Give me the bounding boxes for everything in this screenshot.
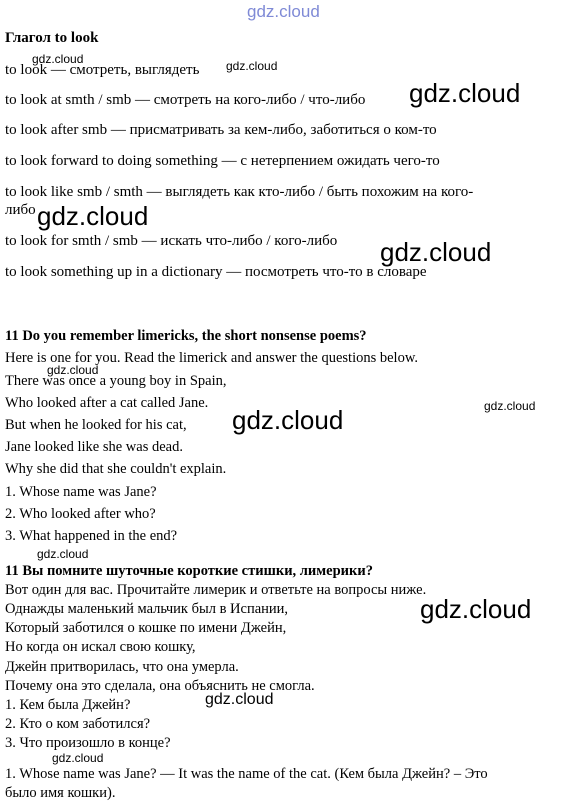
- watermark: gdz.cloud: [226, 59, 278, 73]
- poem-line-ru-2: Который заботился о кошке по имени Джейн,: [5, 620, 287, 636]
- poem-line-ru-3: Но когда он искал свою кошку,: [5, 639, 196, 655]
- watermark: gdz.cloud: [37, 547, 89, 561]
- phrase-look-up: to look something up in a dictionary — посмотреть что-то в словаре: [5, 264, 427, 280]
- watermark: gdz.cloud: [205, 691, 274, 708]
- watermark: gdz.cloud: [409, 78, 521, 108]
- phrase-look-like-cont: либо: [5, 202, 36, 218]
- watermark: gdz.cloud: [420, 594, 532, 624]
- poem-line-en-4: Jane looked like she was dead.: [5, 439, 183, 455]
- exercise-heading-en: 11 Do you remember limericks, the short nonsense poems?: [5, 328, 367, 344]
- watermark: gdz.cloud: [380, 237, 492, 267]
- watermark: gdz.cloud: [484, 399, 536, 413]
- question-en-1: 1. Whose name was Jane?: [5, 484, 157, 500]
- answer-line-1: 1. Whose name was Jane? — It was the name of the cat. (Кем была Джейн? – Это: [5, 766, 488, 782]
- question-en-2: 2. Who looked after who?: [5, 506, 156, 522]
- phrase-look-for: to look for smth / smb — искать что-либо / кого-либо: [5, 233, 338, 249]
- answer-line-2: было имя кошки).: [5, 785, 116, 801]
- section-heading-to-look: Глагол to look: [5, 30, 99, 46]
- question-en-3: 3. What happened in the end?: [5, 528, 178, 544]
- phrase-look-after: to look after smb — присматривать за кем-либо, заботиться о ком-то: [5, 122, 437, 138]
- watermark-top: gdz.cloud: [247, 2, 320, 21]
- poem-line-ru-1: Однажды маленький мальчик был в Испании,: [5, 601, 289, 617]
- poem-line-ru-5: Почему она это сделала, она объяснить не смогла.: [5, 678, 315, 694]
- question-ru-2: 2. Кто о ком заботился?: [5, 716, 151, 732]
- phrase-look-forward: to look forward to doing something — с нетерпением ожидать чего-то: [5, 153, 440, 169]
- watermark: gdz.cloud: [47, 363, 99, 377]
- watermark: gdz.cloud: [37, 201, 149, 231]
- poem-line-en-3: But when he looked for his cat,: [5, 417, 187, 433]
- question-ru-3: 3. Что произошло в конце?: [5, 735, 171, 751]
- phrase-look-at: to look at smth / smb — смотреть на кого-либо / что-либо: [5, 92, 366, 108]
- phrase-look: to look — смотреть, выглядеть: [5, 62, 200, 78]
- watermark: gdz.cloud: [232, 405, 344, 435]
- poem-line-en-5: Why she did that she couldn't explain.: [5, 461, 227, 477]
- watermark: gdz.cloud: [32, 52, 84, 66]
- exercise-intro-ru: Вот один для вас. Прочитайте лимерик и ответьте на вопросы ниже.: [5, 582, 427, 598]
- question-ru-1: 1. Кем была Джейн?: [5, 697, 131, 713]
- phrase-look-like: to look like smb / smth — выглядеть как кто-либо / быть похожим на кого-: [5, 184, 474, 200]
- poem-line-en-2: Who looked after a cat called Jane.: [5, 395, 209, 411]
- watermark: gdz.cloud: [52, 751, 104, 765]
- poem-line-ru-4: Джейн притворилась, что она умерла.: [5, 659, 239, 675]
- poem-line-en-1: There was once a young boy in Spain,: [5, 373, 227, 389]
- exercise-heading-ru: 11 Вы помните шуточные короткие стишки, лимерики?: [5, 563, 373, 579]
- exercise-intro-en: Here is one for you. Read the limerick and answer the questions below.: [5, 350, 418, 366]
